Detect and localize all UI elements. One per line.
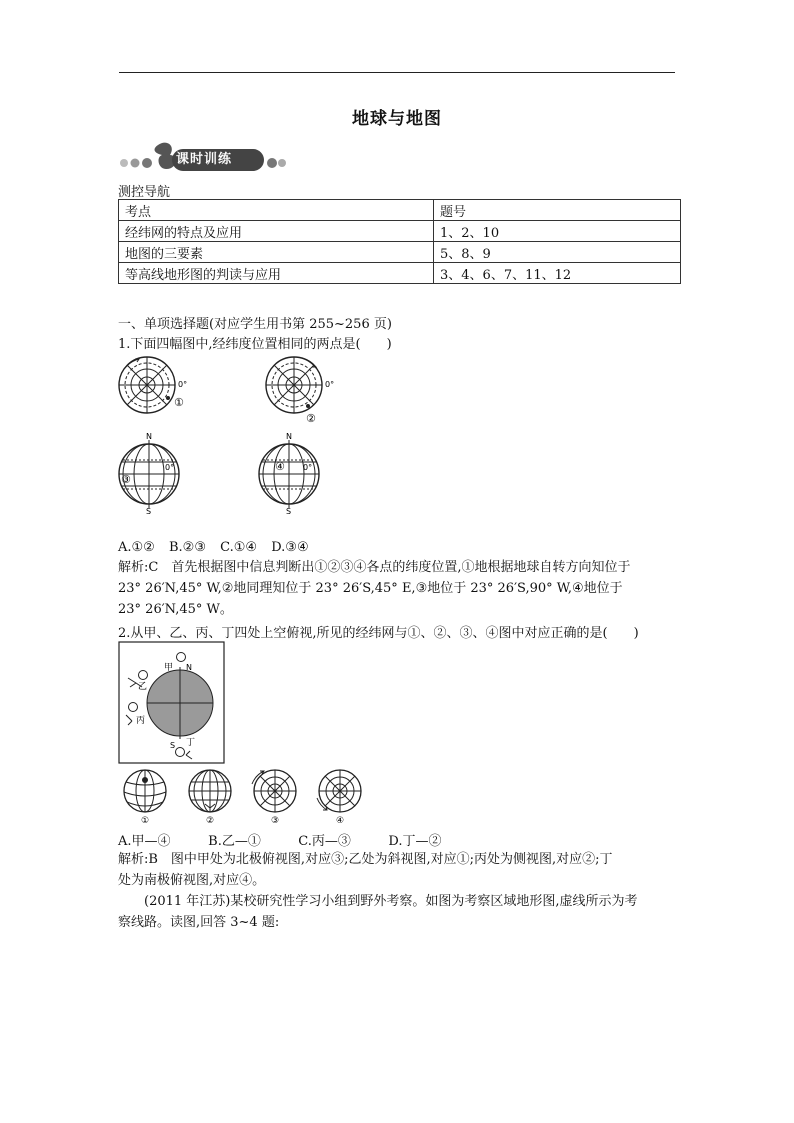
option-c: C.①④ bbox=[220, 540, 258, 555]
table-header-cell: 考点 bbox=[119, 200, 434, 221]
north-label: N bbox=[286, 432, 292, 441]
q1-analysis bbox=[118, 557, 678, 620]
intro-line: 察线路。读图,回答 3~4 题: bbox=[118, 915, 280, 930]
north-label: N bbox=[186, 663, 192, 672]
q1-polar-figure-2 bbox=[262, 354, 342, 424]
option-b: B.②③ bbox=[168, 540, 206, 555]
analysis-line: 23° 26′N,45° W,②地同理知位于 23° 26′S,45° E,③地位于 23° 26′S,90° W,④地位于 bbox=[118, 581, 623, 596]
south-label: S bbox=[146, 507, 152, 514]
option-c: C.丙—③ bbox=[298, 834, 351, 849]
q2-view-figure-4 bbox=[313, 768, 373, 824]
zero-meridian-label: 0° bbox=[165, 463, 175, 472]
q1-globe-figure-3 bbox=[115, 432, 195, 514]
table-row bbox=[119, 263, 681, 284]
point-4-label: ④ bbox=[275, 460, 285, 473]
table-row bbox=[119, 242, 681, 263]
analysis-line: 解析:B 图中甲处为北极俯视图,对应③;乙处为斜视图,对应①;丙处为侧视图,对应②;丁 bbox=[118, 852, 613, 867]
nav-table bbox=[118, 199, 681, 284]
q2-view-figure-1 bbox=[118, 768, 178, 824]
table-cell: 地图的三要素 bbox=[119, 242, 434, 263]
page-title: 地球与地图 bbox=[352, 109, 442, 129]
header-rule bbox=[119, 72, 675, 73]
south-label: S bbox=[170, 741, 176, 750]
analysis-line: 处为南极俯视图,对应④。 bbox=[118, 873, 266, 888]
lesson-banner bbox=[118, 141, 288, 179]
question-1-stem: 1.下面四幅图中,经纬度位置相同的两点是( ) bbox=[118, 337, 392, 352]
north-label: N bbox=[146, 432, 152, 441]
option-d: D.③④ bbox=[271, 540, 309, 555]
table-row bbox=[119, 221, 681, 242]
zero-meridian-label: 0° bbox=[325, 380, 335, 389]
south-label: S bbox=[286, 507, 292, 514]
table-cell: 3、4、6、7、11、12 bbox=[434, 263, 681, 284]
table-cell: 等高线地形图的判读与应用 bbox=[119, 263, 434, 284]
option-b: B.乙—① bbox=[208, 834, 261, 849]
q1-polar-figure-1 bbox=[115, 354, 195, 416]
analysis-line: 23° 26′N,45° W。 bbox=[118, 602, 233, 617]
ding-label: 丁 bbox=[186, 738, 196, 748]
intro-line: (2011 年江苏)某校研究性学习小组到野外考察。如图为考察区域地形图,虚线所示为考 bbox=[118, 894, 638, 909]
option-a: A.①② bbox=[118, 540, 155, 555]
bing-label: 丙 bbox=[136, 716, 146, 726]
q1-globe-figure-4 bbox=[255, 432, 335, 514]
nav-heading: 测控导航 bbox=[118, 185, 171, 200]
zero-meridian-label: 0° bbox=[178, 380, 188, 389]
question-2-stem: 2.从甲、乙、丙、丁四处上空俯视,所见的经纬网与①、②、③、④图中对应正确的是( ) bbox=[118, 626, 639, 641]
intro-questions-3-4 bbox=[118, 891, 678, 933]
option-d: D.丁—② bbox=[388, 834, 442, 849]
jia-label: 甲 bbox=[164, 663, 174, 673]
yi-label: 乙 bbox=[138, 682, 148, 692]
view-3-label: ③ bbox=[271, 816, 280, 824]
q2-options bbox=[118, 830, 474, 849]
point-2-label: ② bbox=[306, 412, 316, 424]
table-header-row bbox=[119, 200, 681, 221]
section-heading: 一、单项选择题(对应学生用书第 255~256 页) bbox=[118, 317, 392, 332]
option-a: A.甲—④ bbox=[118, 834, 171, 849]
point-3-label: ③ bbox=[121, 473, 131, 486]
table-cell: 1、2、10 bbox=[434, 221, 681, 242]
table-cell: 5、8、9 bbox=[434, 242, 681, 263]
q2-analysis bbox=[118, 849, 678, 891]
analysis-line: 解析:C 首先根据图中信息判断出①②③④各点的纬度位置,①地根据地球自转方向知位于 bbox=[118, 560, 631, 575]
q1-options bbox=[118, 540, 319, 555]
view-4-label: ④ bbox=[336, 816, 345, 824]
banner-label: 课时训练 bbox=[176, 152, 233, 167]
table-cell: 经纬网的特点及应用 bbox=[119, 221, 434, 242]
point-1-label: ① bbox=[174, 396, 184, 409]
zero-meridian-label: 0° bbox=[303, 463, 313, 472]
view-1-label: ① bbox=[141, 816, 150, 824]
q2-earth-views-figure bbox=[118, 641, 226, 765]
view-2-label: ② bbox=[206, 816, 215, 824]
q2-view-figure-3 bbox=[248, 768, 308, 824]
q2-view-figure-2 bbox=[183, 768, 243, 824]
table-header-cell: 题号 bbox=[434, 200, 681, 221]
